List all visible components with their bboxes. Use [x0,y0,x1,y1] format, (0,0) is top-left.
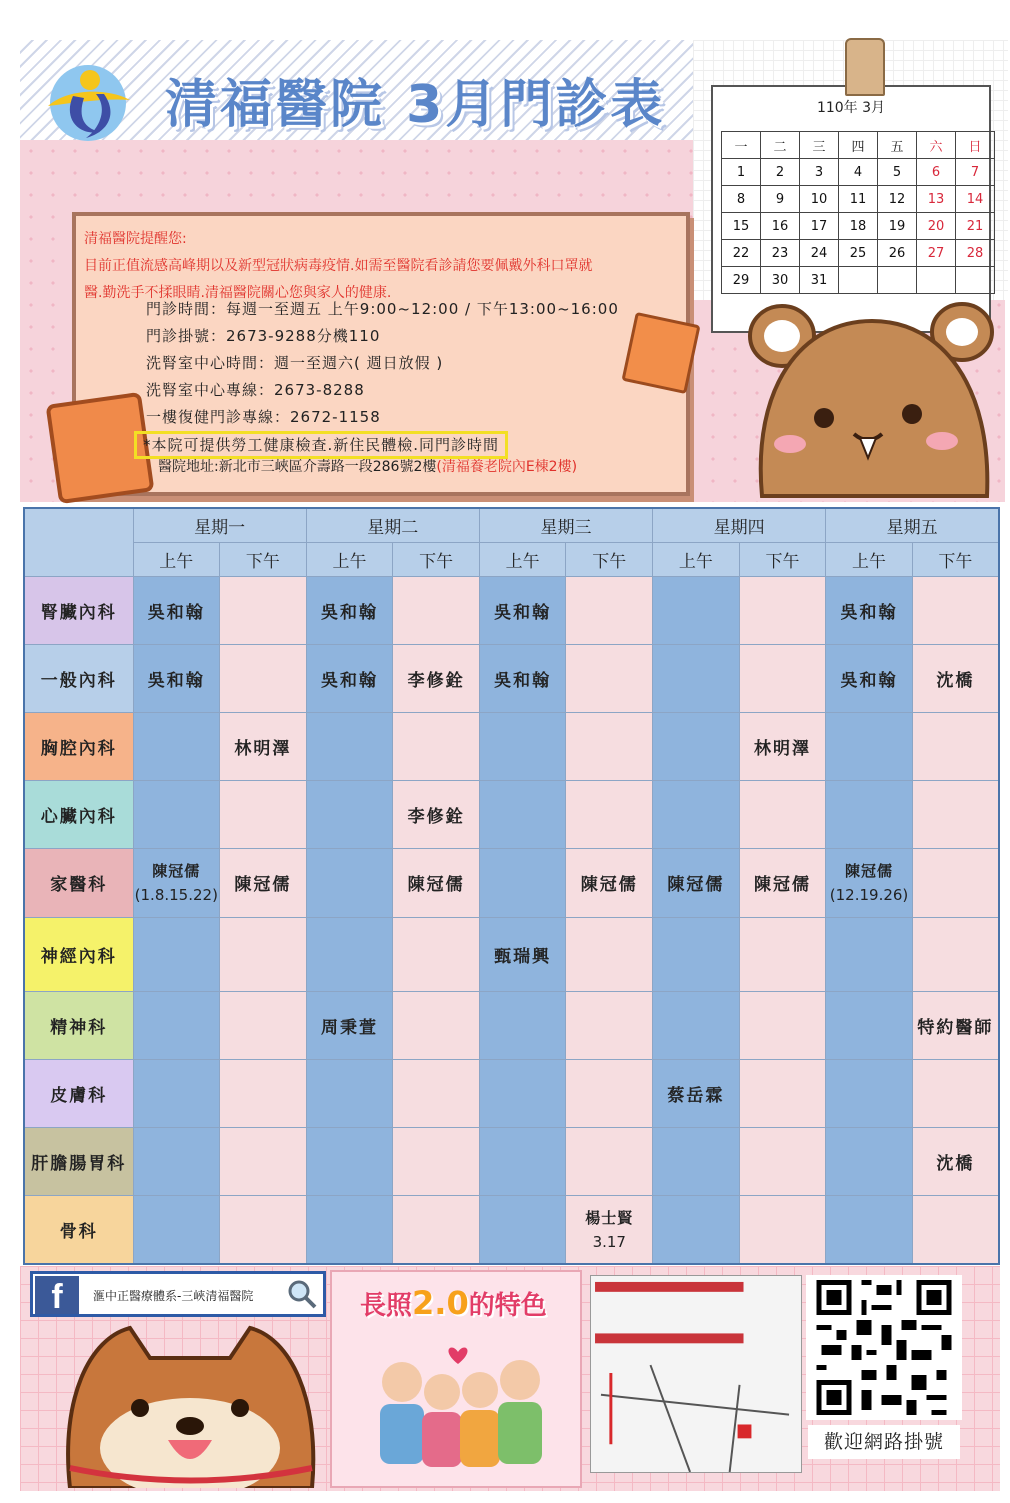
empty-slot [133,1196,220,1264]
empty-slot [306,1196,393,1264]
doctor-slot [479,644,566,712]
calendar-day [839,267,878,294]
empty-slot [393,1196,480,1264]
calendar-day: 30 [761,267,800,294]
calendar-week [722,267,995,294]
schedule-row [24,991,999,1059]
session-header-am: 上午 [826,542,913,576]
calendar-day: 8 [722,186,761,213]
department-label: 肝膽腸胃科 [24,1128,133,1196]
empty-slot [393,1128,480,1196]
doctor-slot [739,713,826,781]
long-term-care-banner[interactable] [330,1270,582,1488]
dog-mascot-icon [50,1318,332,1488]
doctor-slot [826,849,913,917]
empty-slot [912,781,999,849]
doctor-name: 陳冠儒 [234,875,292,896]
doctor-name: 吳和翰 [147,670,205,691]
doctor-slot [912,644,999,712]
doctor-dates: (1.8.15.22) [134,885,218,904]
calendar-day: 15 [722,213,761,240]
calendar-weekday: 日 [956,132,995,159]
empty-slot [739,644,826,712]
session-header-pm: 下午 [912,542,999,576]
calendar-day: 24 [800,240,839,267]
empty-slot [653,917,740,991]
clinic-schedule-table [23,507,1000,1265]
empty-slot [479,713,566,781]
empty-slot [133,781,220,849]
empty-slot [912,576,999,644]
doctor-slot [739,849,826,917]
empty-slot [912,713,999,781]
empty-slot [566,1128,653,1196]
hospital-address [158,456,577,476]
empty-slot [739,917,826,991]
empty-slot [566,644,653,712]
department-label: 皮膚科 [24,1059,133,1127]
qr-code[interactable] [806,1275,962,1420]
doctor-name: 吳和翰 [494,670,552,691]
empty-slot [479,1196,566,1264]
doctor-name: 李修銓 [407,670,465,691]
calendar-day: 31 [800,267,839,294]
doctor-slot [566,1196,653,1264]
empty-slot [826,917,913,991]
empty-slot [826,1059,913,1127]
doctor-name: 李修銓 [407,807,465,828]
doctor-name: 蔡岳霖 [667,1085,725,1106]
empty-slot [306,849,393,917]
bear-mascot-icon [742,296,997,501]
department-label: 骨科 [24,1196,133,1264]
doctor-slot [826,576,913,644]
calendar-day: 4 [839,159,878,186]
empty-slot [133,991,220,1059]
search-icon [287,1279,317,1309]
empty-slot [566,781,653,849]
department-label: 一般內科 [24,644,133,712]
empty-slot [912,917,999,991]
empty-slot [566,576,653,644]
empty-slot [826,1196,913,1264]
doctor-name: 沈橋 [936,670,975,691]
doctor-dates: 3.17 [592,1232,626,1251]
empty-slot [566,1059,653,1127]
elderly-people-icon [362,1332,552,1477]
calendar-day: 6 [917,159,956,186]
calendar-day: 26 [878,240,917,267]
clinic-info [143,296,619,459]
empty-slot [133,713,220,781]
empty-slot [653,644,740,712]
schedule-row [24,1059,999,1127]
empty-slot [739,1196,826,1264]
ltc-title-b: 2.0 [412,1284,469,1322]
empty-slot [739,1059,826,1127]
hospital-logo [38,58,138,144]
doctor-name: 林明澤 [234,739,292,760]
doctor-slot [826,644,913,712]
online-registration-label: 歡迎網路掛號 [808,1425,960,1459]
empty-slot [220,644,307,712]
doctor-name: 陳冠儒 [753,875,811,896]
facebook-banner[interactable] [30,1271,326,1317]
doctor-name: 特約醫師 [917,1017,994,1038]
notice-line: 醫.勤洗手不揉眼睛.清福醫院關心您與家人的健康. [84,285,392,301]
doctor-name: 楊士賢 [585,1208,634,1227]
empty-slot [393,713,480,781]
schedule-row [24,1196,999,1264]
session-header-pm: 下午 [739,542,826,576]
empty-slot [479,1059,566,1127]
empty-slot [220,576,307,644]
session-header-pm: 下午 [220,542,307,576]
empty-slot [739,576,826,644]
doctor-name: 甄瑞興 [494,946,552,967]
day-header: 星期一 [133,508,306,542]
empty-slot [393,1059,480,1127]
page-title: 清福醫院 3月門診表 [165,75,666,135]
doctor-slot [479,917,566,991]
table-corner [24,508,133,576]
schedule-row [24,781,999,849]
calendar-week [722,240,995,267]
department-label: 腎臟內科 [24,576,133,644]
doctor-name: 林明澤 [753,739,811,760]
schedule-row [24,644,999,712]
doctor-name: 吳和翰 [320,602,378,623]
empty-slot [826,781,913,849]
notice-text [84,226,592,307]
empty-slot [306,713,393,781]
doctor-name: 陳冠儒 [580,875,638,896]
ltc-title [360,1284,547,1322]
calendar-day: 10 [800,186,839,213]
calendar-day: 14 [956,186,995,213]
doctor-slot [393,849,480,917]
day-header: 星期五 [826,508,999,542]
empty-slot [220,1128,307,1196]
empty-slot [306,781,393,849]
calendar-day: 27 [917,240,956,267]
calendar-day [956,267,995,294]
empty-slot [393,917,480,991]
session-header-am: 上午 [653,542,740,576]
doctor-name: 吳和翰 [494,602,552,623]
registration-phone: 門診掛號：2673-9288分機110 [146,327,381,345]
doctor-slot [393,781,480,849]
calendar-day: 11 [839,186,878,213]
empty-slot [306,1059,393,1127]
calendar-day: 3 [800,159,839,186]
calendar-day: 9 [761,186,800,213]
session-header-row [24,542,999,576]
ltc-title-a: 長照 [360,1291,413,1321]
empty-slot [133,917,220,991]
calendar-weekday: 三 [800,132,839,159]
calendar-weekday: 四 [839,132,878,159]
empty-slot [133,1128,220,1196]
doctor-slot [133,644,220,712]
empty-slot [566,991,653,1059]
day-header: 星期四 [653,508,826,542]
calendar-week [722,186,995,213]
doctor-slot [306,991,393,1059]
empty-slot [479,849,566,917]
department-label: 精神科 [24,991,133,1059]
notice-line: 目前正值流感高峰期以及新型冠狀病毒疫情.如需至醫院看診請您要佩戴外科口罩就 [84,258,593,274]
empty-slot [653,991,740,1059]
schedule-row [24,1128,999,1196]
department-label: 神經內科 [24,917,133,991]
empty-slot [653,1128,740,1196]
empty-slot [739,991,826,1059]
empty-slot [826,1128,913,1196]
dialysis-phone: 洗腎室中心專線：2673-8288 [146,381,365,399]
doctor-name: 陳冠儒 [152,861,201,880]
empty-slot [653,1196,740,1264]
calendar-day: 22 [722,240,761,267]
calendar-day: 23 [761,240,800,267]
doctor-slot [653,849,740,917]
calendar-day: 16 [761,213,800,240]
doctor-name: 吳和翰 [840,602,898,623]
department-label: 心臟內科 [24,781,133,849]
empty-slot [306,917,393,991]
calendar-grid [721,131,995,294]
doctor-slot [220,713,307,781]
empty-slot [653,713,740,781]
calendar-day: 28 [956,240,995,267]
notice-heading: 清福醫院提醒您: [84,231,187,247]
empty-slot [912,849,999,917]
ltc-title-c: 的特色 [468,1291,547,1321]
calendar-day: 7 [956,159,995,186]
doctor-slot [566,849,653,917]
doctor-slot [653,1059,740,1127]
doctor-dates: (12.19.26) [829,885,909,904]
calendar-day: 20 [917,213,956,240]
empty-slot [826,713,913,781]
calendar-day: 2 [761,159,800,186]
doctor-slot [479,576,566,644]
schedule-row [24,576,999,644]
empty-slot [912,1196,999,1264]
empty-slot [479,991,566,1059]
rehab-phone: 一樓復健門診專線：2672-1158 [146,408,381,426]
empty-slot [220,1059,307,1127]
calendar-week [722,213,995,240]
empty-slot [393,576,480,644]
calendar-day: 13 [917,186,956,213]
doctor-slot [133,576,220,644]
doctor-slot [306,644,393,712]
doctor-name: 沈橋 [936,1154,975,1175]
empty-slot [739,781,826,849]
empty-slot [220,1196,307,1264]
day-header-row [24,508,999,542]
doctor-slot [220,849,307,917]
empty-slot [912,1059,999,1127]
session-header-am: 上午 [133,542,220,576]
facebook-page-name: 滙中正醫療體系-三峽清福醫院 [93,1289,254,1303]
calendar-week [722,159,995,186]
clinic-hours: 門診時間：每週一至週五 上午9:00~12:00 / 下午13:00~16:00 [146,300,619,318]
empty-slot [220,781,307,849]
calendar-day: 12 [878,186,917,213]
empty-slot [826,991,913,1059]
empty-slot [393,991,480,1059]
schedule-body [24,576,999,1264]
day-header: 星期三 [479,508,652,542]
schedule-row [24,713,999,781]
calendar-day: 21 [956,213,995,240]
doctor-name: 吳和翰 [320,670,378,691]
calendar-weekday: 一 [722,132,761,159]
calendar-weekday: 五 [878,132,917,159]
facebook-icon: f [35,1276,79,1314]
schedule-row [24,917,999,991]
calendar-weekday: 二 [761,132,800,159]
day-header: 星期二 [306,508,479,542]
empty-slot [739,1128,826,1196]
calendar-day: 29 [722,267,761,294]
empty-slot [479,781,566,849]
session-header-pm: 下午 [566,542,653,576]
empty-slot [306,1128,393,1196]
health-check-highlight: *本院可提供勞工健康檢查.新住民體檢.同門診時間 [134,431,508,459]
doctor-name: 陳冠儒 [407,875,465,896]
session-header-pm: 下午 [393,542,480,576]
address-text: 醫院地址:新北市三峽區介壽路一段286號2樓 [158,459,437,475]
schedule-row [24,849,999,917]
doctor-name: 周秉萱 [320,1017,378,1038]
calendar-day [917,267,956,294]
calendar-day: 1 [722,159,761,186]
calendar-weekday-row [722,132,995,159]
dialysis-hours: 洗腎室中心時間：週一至週六( 週日放假 ) [146,354,444,372]
doctor-slot [393,644,480,712]
doctor-name: 吳和翰 [840,670,898,691]
empty-slot [220,917,307,991]
empty-slot [566,917,653,991]
empty-slot [653,781,740,849]
session-header-am: 上午 [306,542,393,576]
address-note: (清福養老院內E棟2樓) [436,459,578,475]
empty-slot [566,713,653,781]
calendar-day: 18 [839,213,878,240]
calendar-day: 25 [839,240,878,267]
doctor-name: 吳和翰 [147,602,205,623]
calendar-weekday: 六 [917,132,956,159]
calendar-day [878,267,917,294]
department-label: 家醫科 [24,849,133,917]
calendar-title: 110年 3月 [816,100,886,116]
calendar-day: 17 [800,213,839,240]
doctor-slot [912,1128,999,1196]
empty-slot [479,1128,566,1196]
doctor-name: 陳冠儒 [667,875,725,896]
clip-icon [845,38,885,96]
empty-slot [220,991,307,1059]
doctor-slot [306,576,393,644]
doctor-slot [133,849,220,917]
empty-slot [133,1059,220,1127]
department-label: 胸腔內科 [24,713,133,781]
calendar-day: 19 [878,213,917,240]
calendar-day: 5 [878,159,917,186]
session-header-am: 上午 [479,542,566,576]
doctor-name: 陳冠儒 [845,861,894,880]
empty-slot [653,576,740,644]
doctor-slot [912,991,999,1059]
location-map[interactable] [590,1275,802,1473]
